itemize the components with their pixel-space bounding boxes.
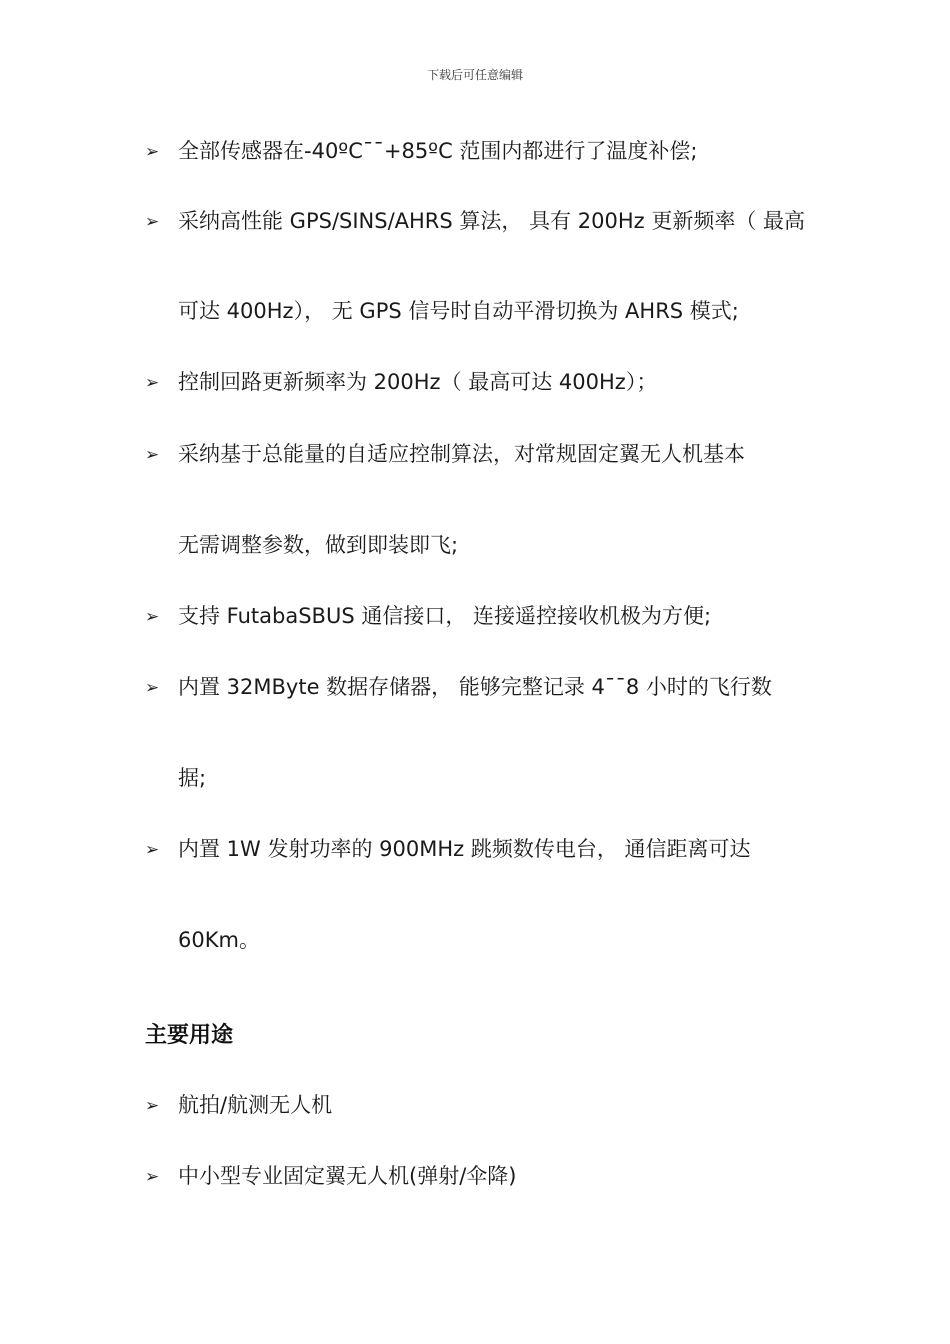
feature-text-continuation: 无需调整参数，做到即装即飞;	[178, 533, 459, 557]
use-text: 航拍/航测无人机	[178, 1093, 333, 1117]
use-text: 中小型专业固定翼无人机(弹射/伞降)	[178, 1164, 517, 1188]
section-heading-main-uses: 主要用途	[145, 1023, 234, 1048]
arrow-bullet-icon: ➢	[145, 445, 160, 465]
feature-text-continuation: 可达 400Hz）， 无 GPS 信号时自动平滑切换为 AHRS 模式;	[178, 299, 739, 323]
feature-text: 全部传感器在-40ºC¯¯+85ºC 范围内都进行了温度补偿;	[178, 139, 698, 163]
feature-text: 内置 1W 发射功率的 900MHz 跳频数传电台， 通信距离可达	[178, 837, 751, 861]
arrow-bullet-icon: ➢	[145, 840, 160, 860]
feature-text: 内置 32MByte 数据存储器， 能够完整记录 4¯¯8 小时的飞行数	[178, 675, 772, 699]
arrow-bullet-icon: ➢	[145, 212, 160, 232]
feature-text-continuation: 据;	[178, 766, 207, 790]
page-header: 下载后可任意编辑	[426, 68, 523, 82]
feature-text: 采纳高性能 GPS/SINS/AHRS 算法， 具有 200Hz 更新频率（ 最高	[178, 209, 806, 233]
feature-text: 采纳基于总能量的自适应控制算法，对常规固定翼无人机基本	[178, 442, 745, 466]
arrow-bullet-icon: ➢	[145, 1096, 160, 1116]
feature-text: 控制回路更新频率为 200Hz（ 最高可达 400Hz）；	[178, 370, 658, 394]
arrow-bullet-icon: ➢	[145, 607, 160, 627]
arrow-bullet-icon: ➢	[145, 1167, 160, 1187]
arrow-bullet-icon: ➢	[145, 142, 160, 162]
feature-text: 支持 FutabaSBUS 通信接口， 连接遥控接收机极为方便;	[178, 604, 712, 628]
arrow-bullet-icon: ➢	[145, 678, 160, 698]
arrow-bullet-icon: ➢	[145, 373, 160, 393]
feature-text-continuation: 60Km。	[178, 928, 260, 952]
